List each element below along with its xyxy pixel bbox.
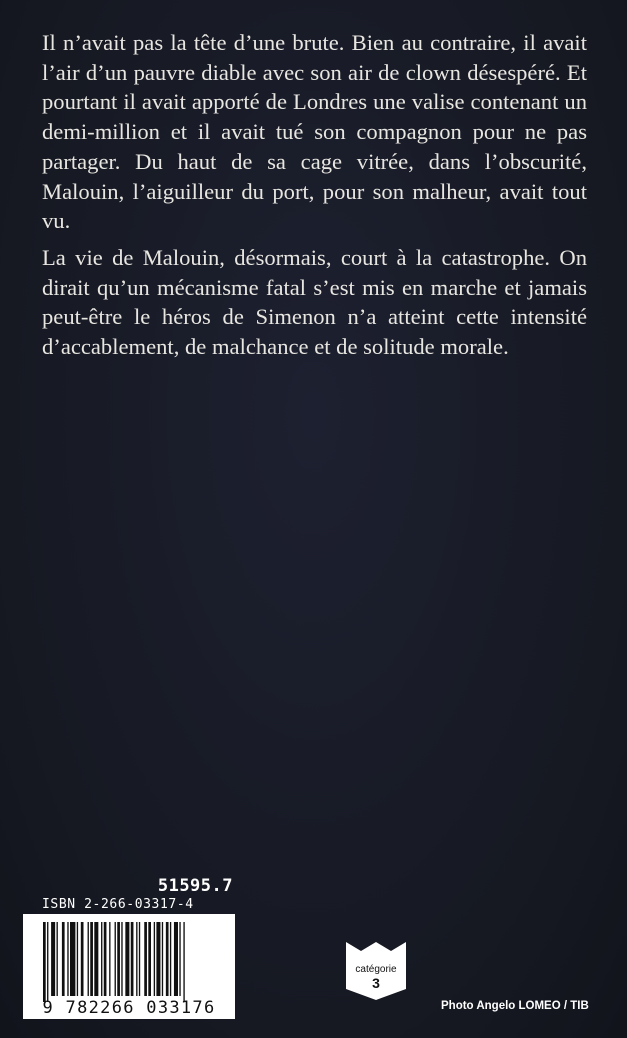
barcode-bar	[166, 922, 169, 996]
blurb-paragraph-1: Il n’avait pas la tête d’une brute. Bien au contraire, il avait l’air d’un pauvre diable avec son air de clown désespéré. Et pourtant il avait apporté de Londres une valise contenant un demi-million et il avait tué son compagnon pour ne pas partager. Du haut de sa cage vitrée, dans l’obscurité, Malouin, l’aiguilleur du port, pour son malheur, avait tout vu.	[42, 30, 587, 234]
barcode-bar	[131, 922, 134, 996]
barcode-bar	[156, 922, 160, 996]
barcode-bar	[148, 922, 151, 996]
barcode-bar	[47, 922, 48, 1002]
barcode-bar	[88, 922, 89, 996]
publisher-logo	[346, 942, 406, 1000]
barcode-bar	[57, 922, 58, 996]
barcode-bar	[70, 922, 75, 996]
blurb-paragraph-2: La vie de Malouin, désormais, court à la catastrophe. On dirait qu’un mécanisme fatal s’est mis en marche et jamais peut-être le héros de Simenon n’a atteint cette intensité d’accablement, de malchance et de solitude morale.	[42, 244, 587, 360]
isbn-number: ISBN 2-266-03317-4	[42, 897, 194, 912]
barcode-bar	[125, 922, 129, 996]
barcode-bar	[101, 922, 102, 996]
barcode-bar	[139, 922, 140, 996]
category-label: catégorie	[355, 964, 397, 975]
barcode-bar	[144, 922, 147, 996]
barcode-bar	[162, 922, 163, 996]
barcode-digits: 9 782266 033176	[42, 998, 216, 1018]
barcode-bar	[170, 922, 171, 996]
reference-number: 51595.7	[157, 876, 233, 896]
category-number: 3	[372, 975, 380, 991]
barcode-bar	[67, 922, 68, 996]
barcode-bar	[117, 922, 120, 996]
barcode-bar	[90, 922, 93, 996]
barcode-bar	[94, 922, 98, 996]
barcode-bar	[62, 922, 65, 996]
photo-credit: Photo Angelo LOMEO / TIB	[441, 1000, 589, 1012]
reference-codes	[42, 876, 237, 913]
barcode-bar	[81, 922, 84, 996]
barcode-bar	[179, 922, 180, 996]
barcode	[23, 914, 235, 1019]
barcode-bar	[77, 922, 78, 996]
barcode-bar	[136, 922, 137, 996]
blurb-text	[42, 28, 587, 369]
barcode-bar	[121, 922, 122, 996]
barcode-bar	[43, 922, 46, 1002]
barcode-bar	[174, 922, 178, 996]
barcode-bar	[104, 922, 107, 996]
barcode-bar	[109, 922, 110, 996]
barcode-bars	[43, 922, 223, 1002]
barcode-bar	[115, 922, 116, 996]
barcode-bar	[51, 922, 55, 996]
barcode-bar	[154, 922, 155, 996]
barcode-bar	[183, 922, 184, 1002]
